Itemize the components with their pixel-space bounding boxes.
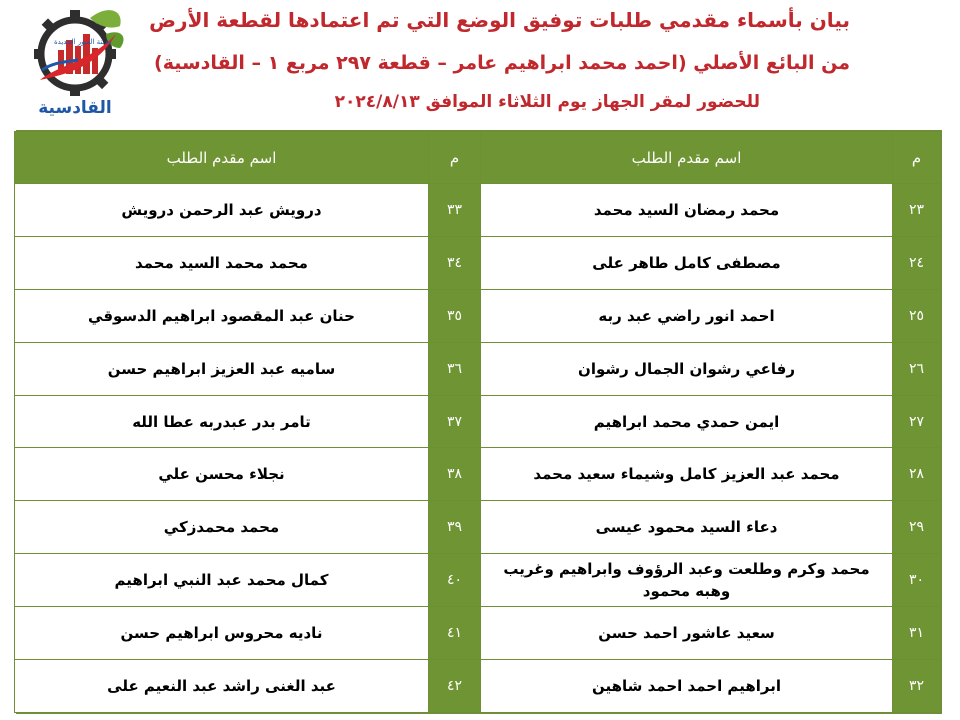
row-number: ٣٥	[429, 289, 481, 342]
header-name-right: اسم مقدم الطلب	[481, 132, 893, 184]
table-row	[15, 395, 941, 448]
title-line-1: بيان بأسماء مقدمي طلبات توفيق الوضع التي تم اعتمادها لقطعة الأرض	[149, 8, 850, 32]
table-row	[15, 236, 941, 289]
city-logo	[20, 4, 130, 122]
applicant-name: كمال محمد عبد النبي ابراهيم	[15, 554, 429, 607]
gear-skyline-icon	[20, 4, 130, 96]
applicant-name: درويش عبد الرحمن درويش	[15, 184, 429, 237]
document-header	[0, 0, 960, 128]
table-row	[15, 448, 941, 501]
applicant-name: دعاء السيد محمود عيسى	[481, 501, 893, 554]
table-row	[15, 660, 941, 713]
row-number: ٢٧	[893, 395, 941, 448]
table-row	[15, 184, 941, 237]
row-number: ٤٠	[429, 554, 481, 607]
row-number: ٣٧	[429, 395, 481, 448]
applicant-name: رفاعي رشوان الجمال رشوان	[481, 342, 893, 395]
row-number: ٢٣	[893, 184, 941, 237]
applicant-name: نجلاء محسن علي	[15, 448, 429, 501]
row-number: ٣٩	[429, 501, 481, 554]
logo-small-text: مدينة العبور الجديدة	[54, 38, 112, 46]
table-row	[15, 607, 941, 660]
row-number: ٣٠	[893, 554, 941, 607]
row-number: ٢٥	[893, 289, 941, 342]
row-number: ٢٩	[893, 501, 941, 554]
row-number: ٣٦	[429, 342, 481, 395]
row-number: ٣١	[893, 607, 941, 660]
title-line-2: من البائع الأصلي (احمد محمد ابراهيم عامر – قطعة ٢٩٧ مربع ١ – القادسية)	[154, 52, 850, 74]
applicant-name: محمد وكرم وطلعت وعبد الرؤوف وابراهيم وغريب وهبه محمود	[481, 554, 893, 607]
title-line-3: للحضور لمقر الجهاز يوم الثلاثاء الموافق ٢٠٢٤/٨/١٣	[334, 92, 760, 112]
table-row	[15, 289, 941, 342]
table-row	[15, 501, 941, 554]
applicant-name: حنان عبد المقصود ابراهيم الدسوقي	[15, 289, 429, 342]
applicant-name: ناديه محروس ابراهيم حسن	[15, 607, 429, 660]
header-num-right: م	[893, 132, 941, 184]
header-name-left: اسم مقدم الطلب	[15, 132, 429, 184]
table-row	[15, 342, 941, 395]
applicant-name: ساميه عبد العزيز ابراهيم حسن	[15, 342, 429, 395]
applicant-name: سعيد عاشور احمد حسن	[481, 607, 893, 660]
applicant-name: احمد انور راضي عبد ربه	[481, 289, 893, 342]
row-number: ٢٨	[893, 448, 941, 501]
applicant-name: محمد رمضان السيد محمد	[481, 184, 893, 237]
applicant-name: ايمن حمدي محمد ابراهيم	[481, 395, 893, 448]
applicant-name: عبد الغنى راشد عبد النعيم على	[15, 660, 429, 713]
applicant-name: محمد محمدزكي	[15, 501, 429, 554]
applicant-name: مصطفى كامل طاهر على	[481, 236, 893, 289]
row-number: ٢٤	[893, 236, 941, 289]
row-number: ٣٣	[429, 184, 481, 237]
applicant-name: محمد محمد السيد محمد	[15, 236, 429, 289]
row-number: ٤٢	[429, 660, 481, 713]
row-number: ٣٢	[893, 660, 941, 713]
row-number: ٢٦	[893, 342, 941, 395]
row-number: ٤١	[429, 607, 481, 660]
logo-text: القادسية	[38, 98, 112, 118]
applicant-name: تامر بدر عبدربه عطا الله	[15, 395, 429, 448]
applicants-table	[16, 130, 942, 714]
applicant-name: محمد عبد العزيز كامل وشيماء سعيد محمد	[481, 448, 893, 501]
table-row	[15, 554, 941, 607]
applicant-name: ابراهيم احمد احمد شاهين	[481, 660, 893, 713]
header-num-left: م	[429, 132, 481, 184]
row-number: ٣٨	[429, 448, 481, 501]
table-header-row	[15, 132, 941, 184]
row-number: ٣٤	[429, 236, 481, 289]
